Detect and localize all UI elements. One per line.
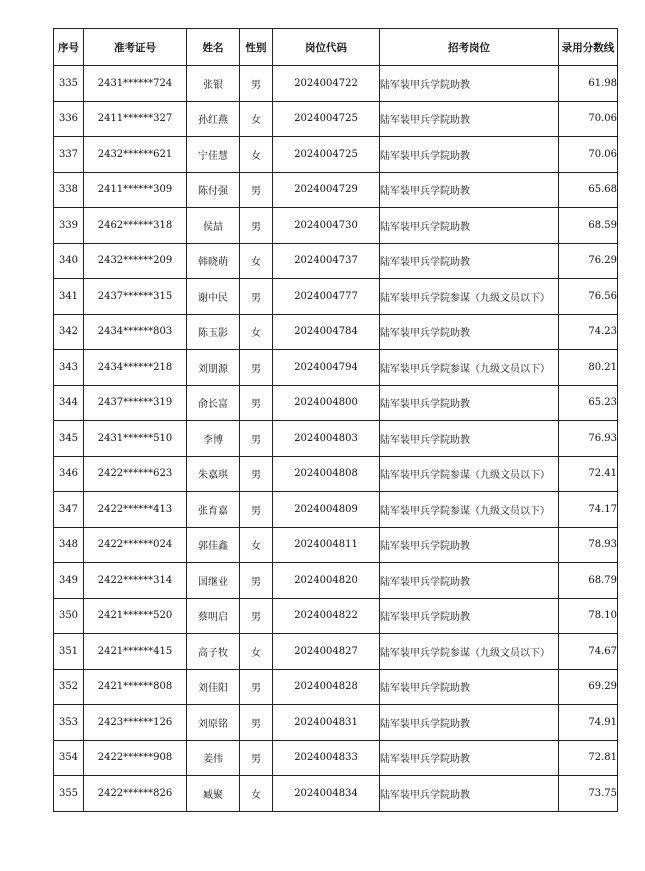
cell-post-code: 2024004811 [273, 527, 380, 563]
cell-gender: 女 [240, 314, 273, 350]
cell-exam-id: 2422******314 [84, 563, 187, 599]
cell-name: 陈玉影 [187, 314, 240, 350]
cell-name: 郭佳鑫 [187, 527, 240, 563]
cell-index: 348 [54, 527, 84, 563]
cell-post: 陆军装甲兵学院助教 [380, 243, 559, 279]
cell-index: 340 [54, 243, 84, 279]
col-header-score: 录用分数线 [559, 29, 618, 66]
cell-index: 341 [54, 279, 84, 315]
cell-post: 陆军装甲兵学院参谋（九级文员以下） [380, 492, 559, 528]
cell-post: 陆军装甲兵学院助教 [380, 776, 559, 812]
cell-score: 74.67 [559, 634, 618, 670]
col-header-post: 招考岗位 [380, 29, 559, 66]
cell-name: 刘朋源 [187, 350, 240, 386]
cell-score: 65.68 [559, 172, 618, 208]
cell-score: 69.29 [559, 669, 618, 705]
cell-post-code: 2024004794 [273, 350, 380, 386]
cell-exam-id: 2432******621 [84, 137, 187, 173]
cell-exam-id: 2422******826 [84, 776, 187, 812]
cell-gender: 女 [240, 101, 273, 137]
cell-exam-id: 2411******309 [84, 172, 187, 208]
admission-table [53, 28, 618, 812]
cell-exam-id: 2434******218 [84, 350, 187, 386]
cell-post-code: 2024004729 [273, 172, 380, 208]
cell-gender: 男 [240, 66, 273, 102]
table-row [54, 634, 618, 670]
cell-post: 陆军装甲兵学院助教 [380, 208, 559, 244]
cell-gender: 男 [240, 172, 273, 208]
cell-gender: 男 [240, 421, 273, 457]
cell-gender: 男 [240, 598, 273, 634]
cell-post-code: 2024004809 [273, 492, 380, 528]
cell-gender: 男 [240, 705, 273, 741]
cell-post-code: 2024004725 [273, 101, 380, 137]
cell-post: 陆军装甲兵学院参谋（九级文员以下） [380, 634, 559, 670]
cell-gender: 男 [240, 385, 273, 421]
cell-score: 76.29 [559, 243, 618, 279]
col-header-post-code: 岗位代码 [273, 29, 380, 66]
cell-index: 347 [54, 492, 84, 528]
cell-score: 80.21 [559, 350, 618, 386]
table-row [54, 172, 618, 208]
cell-post-code: 2024004777 [273, 279, 380, 315]
cell-name: 侯喆 [187, 208, 240, 244]
table-row [54, 492, 618, 528]
table-row [54, 66, 618, 102]
cell-post: 陆军装甲兵学院助教 [380, 66, 559, 102]
cell-post: 陆军装甲兵学院助教 [380, 563, 559, 599]
cell-post: 陆军装甲兵学院助教 [380, 740, 559, 776]
cell-post: 陆军装甲兵学院助教 [380, 172, 559, 208]
cell-exam-id: 2437******319 [84, 385, 187, 421]
cell-exam-id: 2423******126 [84, 705, 187, 741]
cell-gender: 男 [240, 740, 273, 776]
cell-post-code: 2024004737 [273, 243, 380, 279]
table-row [54, 137, 618, 173]
cell-score: 61.98 [559, 66, 618, 102]
cell-index: 352 [54, 669, 84, 705]
cell-gender: 男 [240, 492, 273, 528]
col-header-exam-id: 准考证号 [84, 29, 187, 66]
cell-post: 陆军装甲兵学院助教 [380, 421, 559, 457]
cell-exam-id: 2422******908 [84, 740, 187, 776]
col-header-gender: 性别 [240, 29, 273, 66]
cell-index: 346 [54, 456, 84, 492]
cell-post-code: 2024004784 [273, 314, 380, 350]
cell-score: 74.23 [559, 314, 618, 350]
cell-index: 337 [54, 137, 84, 173]
cell-post: 陆军装甲兵学院参谋（九级文员以下） [380, 456, 559, 492]
cell-name: 姜伟 [187, 740, 240, 776]
cell-score: 70.06 [559, 137, 618, 173]
cell-score: 65.23 [559, 385, 618, 421]
cell-score: 78.10 [559, 598, 618, 634]
table-row [54, 669, 618, 705]
cell-post-code: 2024004827 [273, 634, 380, 670]
cell-exam-id: 2437******315 [84, 279, 187, 315]
cell-post: 陆军装甲兵学院助教 [380, 705, 559, 741]
cell-name: 刘原铭 [187, 705, 240, 741]
cell-name: 李博 [187, 421, 240, 457]
cell-score: 72.41 [559, 456, 618, 492]
cell-score: 68.79 [559, 563, 618, 599]
cell-gender: 男 [240, 279, 273, 315]
cell-exam-id: 2422******024 [84, 527, 187, 563]
table-row [54, 243, 618, 279]
table-row [54, 208, 618, 244]
cell-gender: 男 [240, 456, 273, 492]
cell-post-code: 2024004722 [273, 66, 380, 102]
cell-post: 陆军装甲兵学院助教 [380, 137, 559, 173]
cell-score: 73.75 [559, 776, 618, 812]
cell-gender: 女 [240, 776, 273, 812]
table-row [54, 527, 618, 563]
cell-exam-id: 2421******520 [84, 598, 187, 634]
table-row [54, 705, 618, 741]
table-row [54, 598, 618, 634]
cell-name: 陈付强 [187, 172, 240, 208]
table-row [54, 740, 618, 776]
cell-gender: 男 [240, 669, 273, 705]
cell-name: 张银 [187, 66, 240, 102]
cell-exam-id: 2462******318 [84, 208, 187, 244]
table-row [54, 456, 618, 492]
cell-name: 孙红燕 [187, 101, 240, 137]
cell-post-code: 2024004820 [273, 563, 380, 599]
cell-index: 342 [54, 314, 84, 350]
cell-score: 78.93 [559, 527, 618, 563]
cell-exam-id: 2431******510 [84, 421, 187, 457]
cell-gender: 女 [240, 243, 273, 279]
cell-name: 宁佳慧 [187, 137, 240, 173]
cell-index: 349 [54, 563, 84, 599]
cell-exam-id: 2434******803 [84, 314, 187, 350]
cell-index: 343 [54, 350, 84, 386]
cell-index: 339 [54, 208, 84, 244]
cell-name: 张育嘉 [187, 492, 240, 528]
cell-index: 350 [54, 598, 84, 634]
cell-post-code: 2024004803 [273, 421, 380, 457]
cell-score: 74.17 [559, 492, 618, 528]
cell-exam-id: 2422******413 [84, 492, 187, 528]
cell-score: 76.93 [559, 421, 618, 457]
cell-post: 陆军装甲兵学院参谋（九级文员以下） [380, 350, 559, 386]
cell-exam-id: 2421******415 [84, 634, 187, 670]
cell-index: 355 [54, 776, 84, 812]
cell-gender: 男 [240, 208, 273, 244]
cell-name: 臧聚 [187, 776, 240, 812]
cell-post-code: 2024004822 [273, 598, 380, 634]
cell-post: 陆军装甲兵学院助教 [380, 385, 559, 421]
cell-name: 国继业 [187, 563, 240, 599]
cell-exam-id: 2411******327 [84, 101, 187, 137]
cell-post-code: 2024004730 [273, 208, 380, 244]
cell-score: 68.59 [559, 208, 618, 244]
cell-post-code: 2024004808 [273, 456, 380, 492]
cell-index: 354 [54, 740, 84, 776]
cell-name: 谢中民 [187, 279, 240, 315]
cell-name: 韩晓萌 [187, 243, 240, 279]
cell-gender: 男 [240, 563, 273, 599]
cell-post: 陆军装甲兵学院助教 [380, 598, 559, 634]
cell-post: 陆军装甲兵学院助教 [380, 314, 559, 350]
table-row [54, 314, 618, 350]
cell-post-code: 2024004800 [273, 385, 380, 421]
cell-score: 72.81 [559, 740, 618, 776]
col-header-index: 序号 [54, 29, 84, 66]
cell-score: 70.06 [559, 101, 618, 137]
cell-index: 345 [54, 421, 84, 457]
table-row [54, 350, 618, 386]
cell-exam-id: 2432******209 [84, 243, 187, 279]
cell-index: 353 [54, 705, 84, 741]
cell-exam-id: 2421******808 [84, 669, 187, 705]
cell-name: 俞长富 [187, 385, 240, 421]
cell-index: 351 [54, 634, 84, 670]
table-row [54, 385, 618, 421]
header-row [54, 29, 618, 66]
cell-score: 76.56 [559, 279, 618, 315]
table-row [54, 563, 618, 599]
cell-gender: 女 [240, 137, 273, 173]
cell-post-code: 2024004831 [273, 705, 380, 741]
cell-name: 高子牧 [187, 634, 240, 670]
cell-index: 336 [54, 101, 84, 137]
cell-gender: 男 [240, 350, 273, 386]
cell-index: 338 [54, 172, 84, 208]
table-row [54, 421, 618, 457]
col-header-name: 姓名 [187, 29, 240, 66]
cell-post-code: 2024004828 [273, 669, 380, 705]
cell-index: 344 [54, 385, 84, 421]
table-row [54, 776, 618, 812]
cell-post-code: 2024004725 [273, 137, 380, 173]
table-row [54, 101, 618, 137]
cell-name: 刘佳阳 [187, 669, 240, 705]
cell-post: 陆军装甲兵学院助教 [380, 669, 559, 705]
cell-post: 陆军装甲兵学院参谋（九级文员以下） [380, 279, 559, 315]
cell-index: 335 [54, 66, 84, 102]
cell-post: 陆军装甲兵学院助教 [380, 101, 559, 137]
table-row [54, 279, 618, 315]
cell-name: 蔡明启 [187, 598, 240, 634]
cell-exam-id: 2431******724 [84, 66, 187, 102]
cell-post: 陆军装甲兵学院助教 [380, 527, 559, 563]
cell-post-code: 2024004834 [273, 776, 380, 812]
cell-post-code: 2024004833 [273, 740, 380, 776]
cell-gender: 女 [240, 634, 273, 670]
cell-name: 朱嘉琪 [187, 456, 240, 492]
cell-score: 74.91 [559, 705, 618, 741]
cell-gender: 女 [240, 527, 273, 563]
cell-exam-id: 2422******623 [84, 456, 187, 492]
